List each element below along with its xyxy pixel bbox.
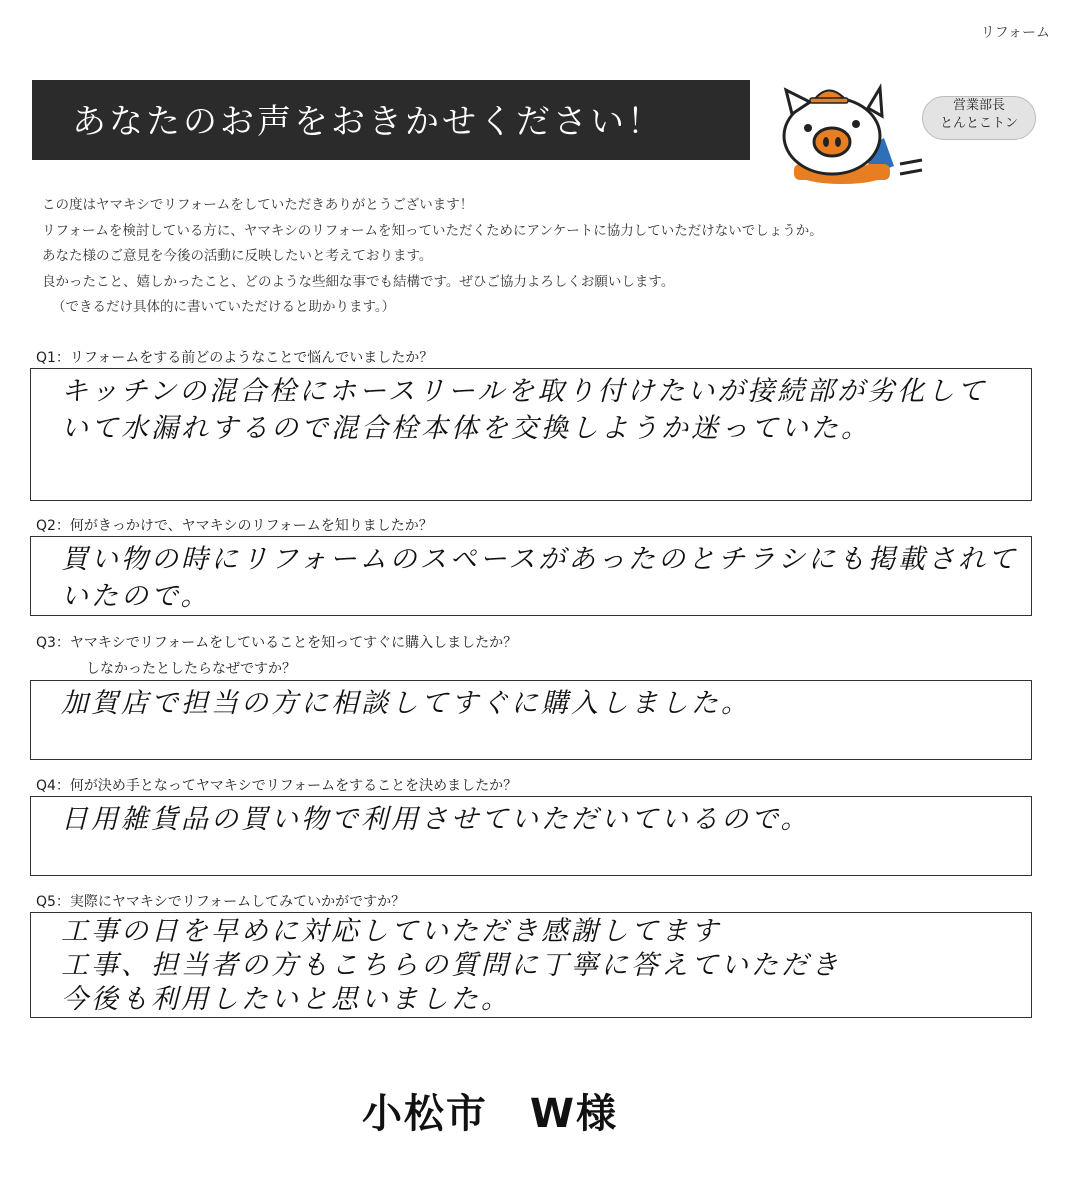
customer-name: 小松市 W様 [361,1091,619,1137]
intro-line: 良かったこと、嬉しかったこと、どのような些細な事でも結構です。ぜひご協力よろしくお願いします。 [42,273,675,290]
answer-line: キッチンの混合栓にホースリールを取り付けたいが接続部が劣化して [61,376,988,407]
answer-line: 買い物の時にリフォームのスペースがあったのとチラシにも掲載されて [61,544,1019,575]
question-1-label: Q1：リフォームをする前どのようなことで悩んでいましたか？ [36,350,434,366]
answer-1-box [30,368,1032,501]
answer-3-box [30,680,1032,760]
category-label: リフォーム [980,25,1050,41]
answer-line: 工事、担当者の方もこちらの質問に丁寧に答えていただき [61,950,841,981]
answer-line: 今後も利用したいと思いました。 [61,984,511,1015]
intro-text [42,193,823,321]
answer-2-box [30,536,1032,616]
question-5-label: Q5：実際にヤマキシでリフォームしてみていかがですか？ [36,894,406,910]
answer-line: 日用雑貨品の買い物で利用させていただいているので。 [61,804,811,835]
answer-5-text [61,915,1001,1017]
intro-line: （できるだけ具体的に書いていただけると助かります。） [52,299,396,315]
question-4-label: Q4：何が決め手となってヤマキシでリフォームをすることを決めましたか？ [36,778,518,794]
question-3-sub: しなかったとしたらなぜですか？ [86,661,296,677]
intro-line: あなた様のご意見を今後の活動に反映したいと考えております。 [42,248,433,264]
answer-2-text [61,541,1019,615]
answer-3-text [61,685,1001,722]
question-2-label: Q2：何がきっかけで、ヤマキシのリフォームを知りましたか？ [36,518,433,534]
answer-4-box [30,796,1032,876]
mascot-badge [922,96,1036,140]
answer-4-text [61,801,1001,838]
intro-line: リフォームを検討している方に、ヤマキシのリフォームを知っていただくためにアンケートに協力していただけないでしょうか。 [42,222,823,239]
answer-5-box [30,912,1032,1018]
answer-1-text [61,373,1001,447]
answer-line: いたので。 [61,581,211,612]
answer-line: いて水漏れするので混合栓本体を交換しようか迷っていた。 [61,413,871,444]
answer-line: 工事の日を早めに対応していただき感謝してます [61,916,721,947]
title-banner [32,80,750,160]
intro-line: この度はヤマキシでリフォームをしていただきありがとうございます！ [42,197,474,213]
page-title: あなたのお声をおきかせください！ [72,102,664,142]
pig-mascot-icon [772,78,932,190]
mascot-role: 営業部長 [952,98,1005,113]
question-3-label: Q3：ヤマキシでリフォームをしていることを知ってすぐに購入しましたか？ [36,635,518,651]
mascot-name: とんとこトン [939,116,1018,131]
answer-line: 加賀店で担当の方に相談してすぐに購入しました。 [61,688,751,719]
